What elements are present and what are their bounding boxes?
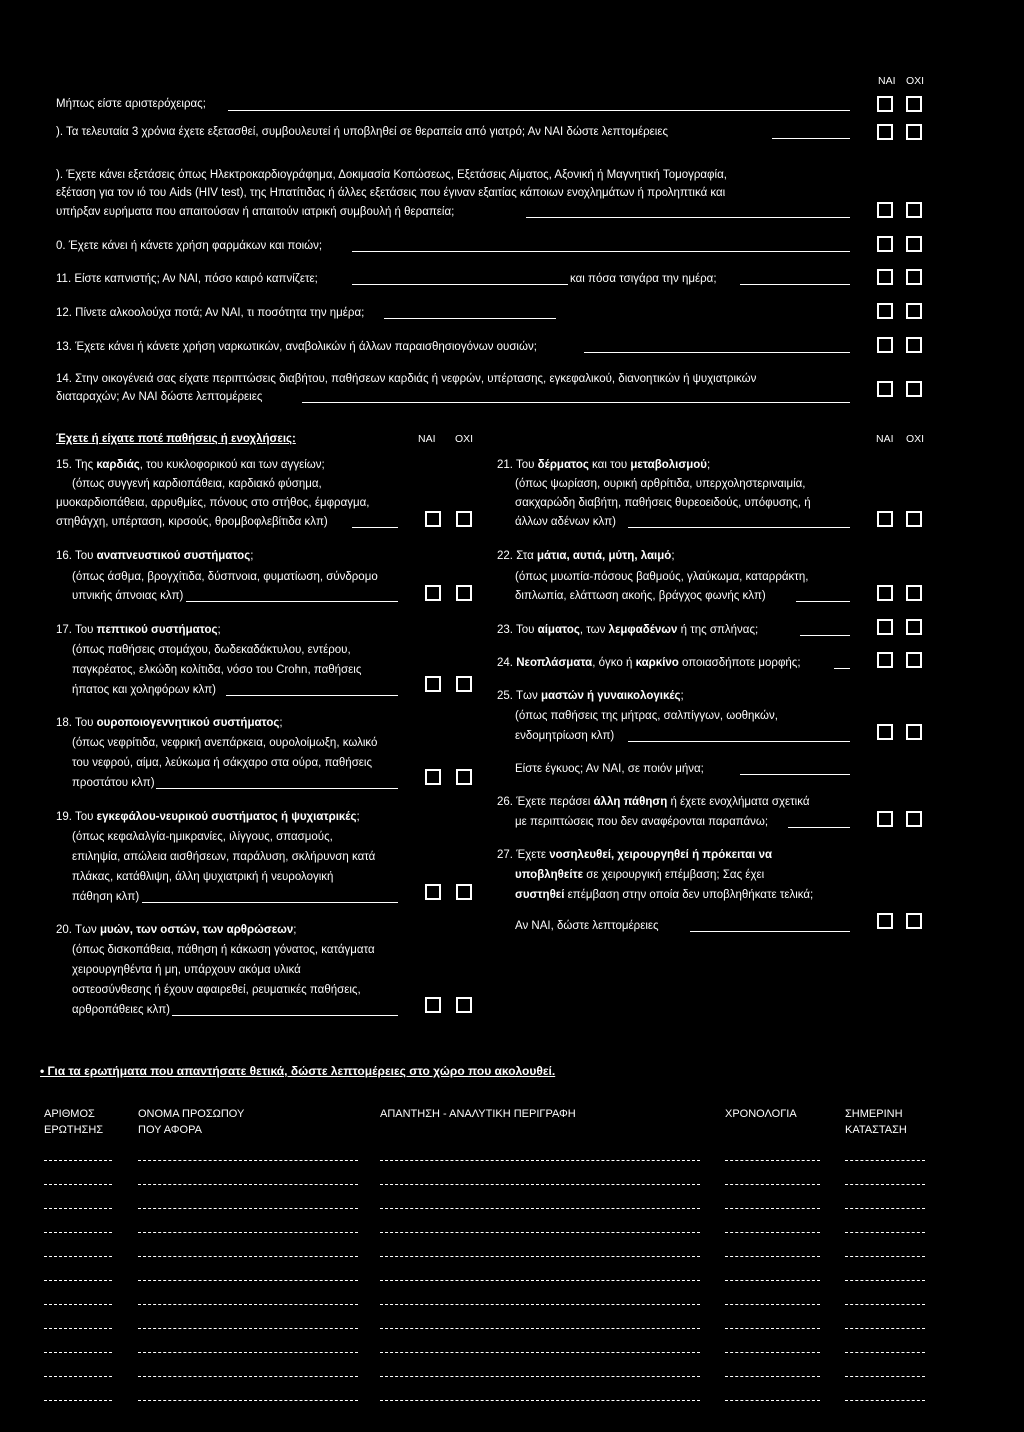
col-header-status: ΣΗΜΕΡΙΝΗ ΚΑΤΑΣΤΑΣΗ — [845, 1108, 907, 1136]
table-row-line[interactable] — [725, 1304, 820, 1305]
yes-header: ΝΑΙ — [878, 75, 896, 87]
yes-header-left: ΝΑΙ — [418, 433, 436, 445]
table-row-line[interactable] — [725, 1328, 820, 1329]
table-row-line[interactable] — [845, 1304, 925, 1305]
answer-line — [352, 251, 850, 252]
item-21-detail: (όπως ψωρίαση, ουρική αρθρίτιδα, υπερχοληστεριναιμία, — [515, 478, 806, 490]
checkbox-no[interactable] — [456, 511, 472, 527]
answer-line — [628, 741, 850, 742]
table-row-line[interactable] — [380, 1304, 700, 1305]
item-20-detail: αρθροπάθειες κλπ) — [72, 1004, 170, 1016]
question-doctor-visits: ). Τα τελευταία 3 χρόνια έχετε εξετασθεί, συμβουλευτεί ή υποβληθεί σε θεραπεία από γιατρό; Αν ΝΑΙ δώστε λεπτομέρειες — [56, 126, 669, 138]
table-row-line[interactable] — [44, 1304, 112, 1305]
answer-line — [800, 635, 850, 636]
checkbox-yes[interactable] — [877, 913, 893, 929]
checkbox-no[interactable] — [456, 676, 472, 692]
table-row-line[interactable] — [380, 1160, 700, 1161]
question-exams-line3: υπήρξαν ευρήματα που απαιτούσαν ή απαιτούν ιατρική συμβουλή ή θεραπεία; — [56, 206, 455, 218]
table-row-line[interactable] — [725, 1232, 820, 1233]
item-15-title: 15. Της καρδιάς, του κυκλοφορικού και των αγγείων; — [56, 459, 325, 471]
item-25-title: 25. Των μαστών ή γυναικολογικές; — [497, 690, 684, 702]
item-20-detail: χειρουργηθέντα ή μη, υπάρχουν ακόμα υλικά — [72, 964, 301, 976]
checkbox-yes[interactable] — [877, 652, 893, 668]
question-exams-line2: εξέταση για τον ιό του Aids (HIV test), της Ηπατίτιδας ή άλλες εξετάσεις που έγιναν εξαιτίας κάποιων ενοχλημάτων ή προληπτικά και — [56, 187, 726, 199]
question-14-line2: διαταραχών; Αν ΝΑΙ δώστε λεπτομέρειες — [56, 391, 263, 403]
checkbox-no[interactable] — [906, 202, 922, 218]
checkbox-yes[interactable] — [425, 676, 441, 692]
table-row-line[interactable] — [380, 1208, 700, 1209]
item-19-detail: (όπως κεφαλαλγία-ημικρανίες, ιλίγγους, σπασμούς, — [72, 831, 333, 843]
table-row-line[interactable] — [138, 1328, 358, 1329]
item-16-title: 16. Του αναπνευστικού συστήματος; — [56, 550, 254, 562]
item-20-detail: (όπως δισκοπάθεια, πάθηση ή κάκωση γόνατος, κατάγματα — [72, 944, 375, 956]
item-26-title: 26. Έχετε περάσει άλλη πάθηση ή έχετε ενοχλήματα σχετικά — [497, 796, 810, 808]
item-23-title: 23. Του αίματος, των λεμφαδένων ή της σπλήνας; — [497, 624, 759, 636]
answer-line — [690, 931, 850, 932]
item-22-detail: (όπως μυωπία-πόσους βαθμούς, γλαύκωμα, καταρράκτη, — [515, 571, 809, 583]
table-row-line[interactable] — [44, 1328, 112, 1329]
checkbox-no[interactable] — [906, 724, 922, 740]
item-19-detail: πάθηση κλπ) — [72, 891, 140, 903]
table-row-line[interactable] — [380, 1328, 700, 1329]
checkbox-yes[interactable] — [425, 511, 441, 527]
table-row-line[interactable] — [725, 1160, 820, 1161]
checkbox-no[interactable] — [906, 913, 922, 929]
item-15-detail: στηθάγχη, υπέρταση, κιρσούς, θρομβοφλεβίτιδα κλπ) — [56, 516, 328, 528]
table-row-line[interactable] — [138, 1400, 358, 1401]
checkbox-no[interactable] — [906, 96, 922, 112]
checkbox-yes[interactable] — [877, 236, 893, 252]
checkbox-no[interactable] — [456, 884, 472, 900]
checkbox-no[interactable] — [906, 124, 922, 140]
checkbox-yes[interactable] — [877, 303, 893, 319]
table-row-line[interactable] — [138, 1376, 358, 1377]
checkbox-no[interactable] — [906, 619, 922, 635]
table-row-line[interactable] — [845, 1280, 925, 1281]
table-row-line[interactable] — [845, 1328, 925, 1329]
table-row-line[interactable] — [138, 1256, 358, 1257]
table-row-line[interactable] — [380, 1376, 700, 1377]
question-12: 12. Πίνετε αλκοολούχα ποτά; Αν ΝΑΙ, τι ποσότητα την ημέρα; — [56, 307, 365, 319]
table-row-line[interactable] — [845, 1208, 925, 1209]
checkbox-no[interactable] — [906, 652, 922, 668]
item-25-detail: ενδομητρίωση κλπ) — [515, 730, 615, 742]
item-22-title: 22. Στα μάτια, αυτιά, μύτη, λαιμό; — [497, 550, 675, 562]
table-row-line[interactable] — [845, 1400, 925, 1401]
item-24-title: 24. Νεοπλάσματα, όγκο ή καρκίνο οποιασδήποτε μορφής; — [497, 657, 801, 669]
details-question: Αν ΝΑΙ, δώστε λεπτομέρειες — [515, 920, 659, 932]
table-row-line[interactable] — [845, 1184, 925, 1185]
question-14-line1: 14. Στην οικογένειά σας είχατε περιπτώσεις διαβήτου, παθήσεων καρδιάς ή νεφρών, υπέρτασης, εγκεφαλικού, διανοητικών ή ψυχιατρικών — [56, 373, 757, 385]
item-17-detail: (όπως παθήσεις στομάχου, δωδεκαδάκτυλου, εντέρου, — [72, 644, 351, 656]
table-row-line[interactable] — [845, 1160, 925, 1161]
answer-line — [384, 318, 556, 319]
checkbox-yes[interactable] — [877, 124, 893, 140]
col-header-answer: ΑΠΑΝΤΗΣΗ - ΑΝΑΛΥΤΙΚΗ ΠΕΡΙΓΡΑΦΗ — [380, 1108, 576, 1120]
item-15-detail: μυοκαρδιοπάθεια, αρρυθμίες, πόνους στο στήθος, έμφραγμα, — [56, 497, 370, 509]
checkbox-yes[interactable] — [425, 585, 441, 601]
checkbox-no[interactable] — [906, 236, 922, 252]
table-row-line[interactable] — [44, 1352, 112, 1353]
checkbox-yes[interactable] — [877, 337, 893, 353]
yes-header-right: ΝΑΙ — [876, 433, 894, 445]
checkbox-no[interactable] — [906, 337, 922, 353]
table-row-line[interactable] — [138, 1232, 358, 1233]
table-row-line[interactable] — [845, 1256, 925, 1257]
item-21-detail: σακχαρώδη διαβήτη, παθήσεις θυρεοειδούς, υπόφυσης, ή — [515, 497, 811, 509]
no-header-left: ΟΧΙ — [455, 433, 474, 445]
item-17-detail: παγκρέατος, ελκώδη κολίτιδα, νόσο του Crohn, παθήσεις — [72, 664, 362, 676]
item-21-title: 21. Του δέρματος και του μεταβολισμού; — [497, 459, 711, 471]
checkbox-yes[interactable] — [877, 724, 893, 740]
table-row-line[interactable] — [725, 1280, 820, 1281]
answer-line — [156, 788, 398, 789]
question-11-part2: και πόσα τσιγάρα την ημέρα; — [570, 273, 717, 285]
checkbox-no[interactable] — [456, 769, 472, 785]
table-row-line[interactable] — [725, 1256, 820, 1257]
item-20-title: 20. Των μυών, των οστών, των αρθρώσεων; — [56, 924, 297, 936]
col-header-person: ΟΝΟΜΑ ΠΡΟΣΩΠΟΥ ΠΟΥ ΑΦΟΡΑ — [138, 1108, 245, 1136]
answer-line — [796, 601, 850, 602]
answer-line — [740, 284, 850, 285]
table-row-line[interactable] — [44, 1232, 112, 1233]
answer-line — [352, 284, 568, 285]
table-row-line[interactable] — [44, 1400, 112, 1401]
item-18-detail: προστάτου κλπ) — [72, 777, 155, 789]
table-row-line[interactable] — [138, 1208, 358, 1209]
checkbox-yes[interactable] — [877, 269, 893, 285]
table-row-line[interactable] — [44, 1376, 112, 1377]
answer-line — [228, 110, 850, 111]
no-header: ΟΧΙ — [906, 75, 925, 87]
checkbox-yes[interactable] — [877, 619, 893, 635]
item-17-title: 17. Του πεπτικού συστήματος; — [56, 624, 221, 636]
question-exams-line1: ). Έχετε κάνει εξετάσεις όπως Ηλεκτροκαρδιογράφημα, Δοκιμασία Κοπώσεως, Εξετάσεις Αίματος, Αξονική ή Μαγνητική Τομογραφία, — [56, 169, 727, 181]
answer-line — [740, 774, 850, 775]
question-11: 11. Είστε καπνιστής; Αν ΝΑΙ, πόσο καιρό καπνίζετε; — [56, 273, 318, 285]
checkbox-no[interactable] — [906, 381, 922, 397]
table-row-line[interactable] — [725, 1352, 820, 1353]
table-row-line[interactable] — [138, 1160, 358, 1161]
table-row-line[interactable] — [380, 1280, 700, 1281]
table-row-line[interactable] — [845, 1232, 925, 1233]
item-26-detail: με περιπτώσεις που δεν αναφέρονται παραπάνω; — [515, 816, 769, 828]
question-10: 0. Έχετε κάνει ή κάνετε χρήση φαρμάκων και ποιών; — [56, 240, 323, 252]
item-15-detail: (όπως συγγενή καρδιοπάθεια, καρδιακό φύσημα, — [72, 478, 322, 490]
answer-line — [772, 138, 850, 139]
table-row-line[interactable] — [725, 1184, 820, 1185]
checkbox-no[interactable] — [906, 303, 922, 319]
table-row-line[interactable] — [725, 1208, 820, 1209]
table-row-line[interactable] — [44, 1280, 112, 1281]
item-27-title: 27. Έχετε νοσηλευθεί, χειρουργηθεί ή πρόκειται να — [497, 849, 773, 861]
item-19-detail: επιληψία, απώλεια αισθήσεων, παράλυση, σκλήρυνση κατά — [72, 851, 376, 863]
table-row-line[interactable] — [44, 1160, 112, 1161]
no-header-right: ΟΧΙ — [906, 433, 925, 445]
table-row-line[interactable] — [380, 1184, 700, 1185]
item-22-detail: διπλωπία, ελάττωση ακοής, βράγχος φωνής κλπ) — [515, 590, 766, 602]
item-18-detail: του νεφρού, αίμα, λεύκωμα ή σάκχαρο στα ούρα, παθήσεις — [72, 757, 373, 769]
table-row-line[interactable] — [44, 1208, 112, 1209]
checkbox-yes[interactable] — [877, 585, 893, 601]
table-row-line[interactable] — [44, 1184, 112, 1185]
col-header-question-number: ΑΡΙΘΜΟΣ ΕΡΩΤΗΣΗΣ — [44, 1108, 104, 1136]
table-row-line[interactable] — [138, 1352, 358, 1353]
table-row-line[interactable] — [138, 1184, 358, 1185]
checkbox-no[interactable] — [456, 997, 472, 1013]
section-title: Έχετε ή είχατε ποτέ παθήσεις ή ενοχλήσεις: — [56, 433, 296, 445]
checkbox-no[interactable] — [906, 269, 922, 285]
answer-line — [142, 902, 398, 903]
item-19-detail: πλάκας, κατάθλιψη, άλλη ψυχιατρική ή νευρολογική — [72, 871, 334, 883]
item-27-detail: υποβληθείτε σε χειρουργική επέμβαση; Σας έχει — [515, 869, 765, 881]
answer-line — [352, 527, 398, 528]
checkbox-yes[interactable] — [425, 769, 441, 785]
table-row-line[interactable] — [380, 1256, 700, 1257]
answer-line — [226, 695, 398, 696]
checkbox-no[interactable] — [906, 811, 922, 827]
answer-line — [172, 1015, 398, 1016]
item-21-detail: άλλων αδένων κλπ) — [515, 516, 617, 528]
answer-line — [834, 668, 850, 669]
table-row-line[interactable] — [138, 1280, 358, 1281]
answer-line — [628, 527, 850, 528]
item-16-detail: (όπως άσθμα, βρογχίτιδα, δύσπνοια, φυματίωση, σύνδρομο — [72, 571, 378, 583]
table-row-line[interactable] — [380, 1232, 700, 1233]
checkbox-yes[interactable] — [877, 511, 893, 527]
item-17-detail: ήπατος και χοληφόρων κλπ) — [72, 684, 216, 696]
table-row-line[interactable] — [44, 1256, 112, 1257]
table-row-line[interactable] — [725, 1400, 820, 1401]
answer-line — [584, 352, 850, 353]
checkbox-yes[interactable] — [877, 202, 893, 218]
col-header-date: ΧΡΟΝΟΛΟΓΙΑ — [725, 1108, 797, 1120]
item-16-detail: υπνικής άπνοιας κλπ) — [72, 590, 184, 602]
table-row-line[interactable] — [138, 1304, 358, 1305]
answer-line — [526, 217, 850, 218]
item-27-detail: συστηθεί επέμβαση στην οποία δεν υποβληθήκατε τελικά; — [515, 889, 814, 901]
checkbox-no[interactable] — [906, 585, 922, 601]
checkbox-yes[interactable] — [877, 381, 893, 397]
question-lefthanded: Μήπως είστε αριστερόχειρας; — [56, 98, 206, 110]
answer-line — [302, 402, 850, 403]
table-row-line[interactable] — [845, 1376, 925, 1377]
checkbox-yes[interactable] — [425, 884, 441, 900]
footer-note: • Για τα ερωτήματα που απαντήσατε θετικά, δώστε λεπτομέρειες στο χώρο που ακολουθεί. — [40, 1064, 556, 1078]
answer-line — [788, 827, 850, 828]
table-row-line[interactable] — [725, 1376, 820, 1377]
checkbox-no[interactable] — [456, 585, 472, 601]
item-19-title: 19. Του εγκεφάλου-νευρικού συστήματος ή ψυχιατρικές; — [56, 811, 360, 823]
item-20-detail: οστεοσύνθεσης ή έχουν αφαιρεθεί, ρευματικές παθήσεις, — [72, 984, 361, 996]
checkbox-yes[interactable] — [425, 997, 441, 1013]
item-25-detail: (όπως παθήσεις της μήτρας, σαλπίγγων, ωοθηκών, — [515, 710, 778, 722]
checkbox-yes[interactable] — [877, 96, 893, 112]
checkbox-no[interactable] — [906, 511, 922, 527]
table-row-line[interactable] — [845, 1352, 925, 1353]
table-row-line[interactable] — [380, 1400, 700, 1401]
table-row-line[interactable] — [380, 1352, 700, 1353]
pregnant-question: Είστε έγκυος; Αν ΝΑΙ, σε ποιόν μήνα; — [515, 763, 704, 775]
answer-line — [186, 601, 398, 602]
item-18-detail: (όπως νεφρίτιδα, νεφρική ανεπάρκεια, ουρολοίμωξη, κωλικό — [72, 737, 378, 749]
question-13: 13. Έχετε κάνει ή κάνετε χρήση ναρκωτικών, αναβολικών ή άλλων παραισθησιογόνων ουσιών; — [56, 341, 537, 353]
checkbox-yes[interactable] — [877, 811, 893, 827]
item-18-title: 18. Του ουροποιογεννητικού συστήματος; — [56, 717, 283, 729]
